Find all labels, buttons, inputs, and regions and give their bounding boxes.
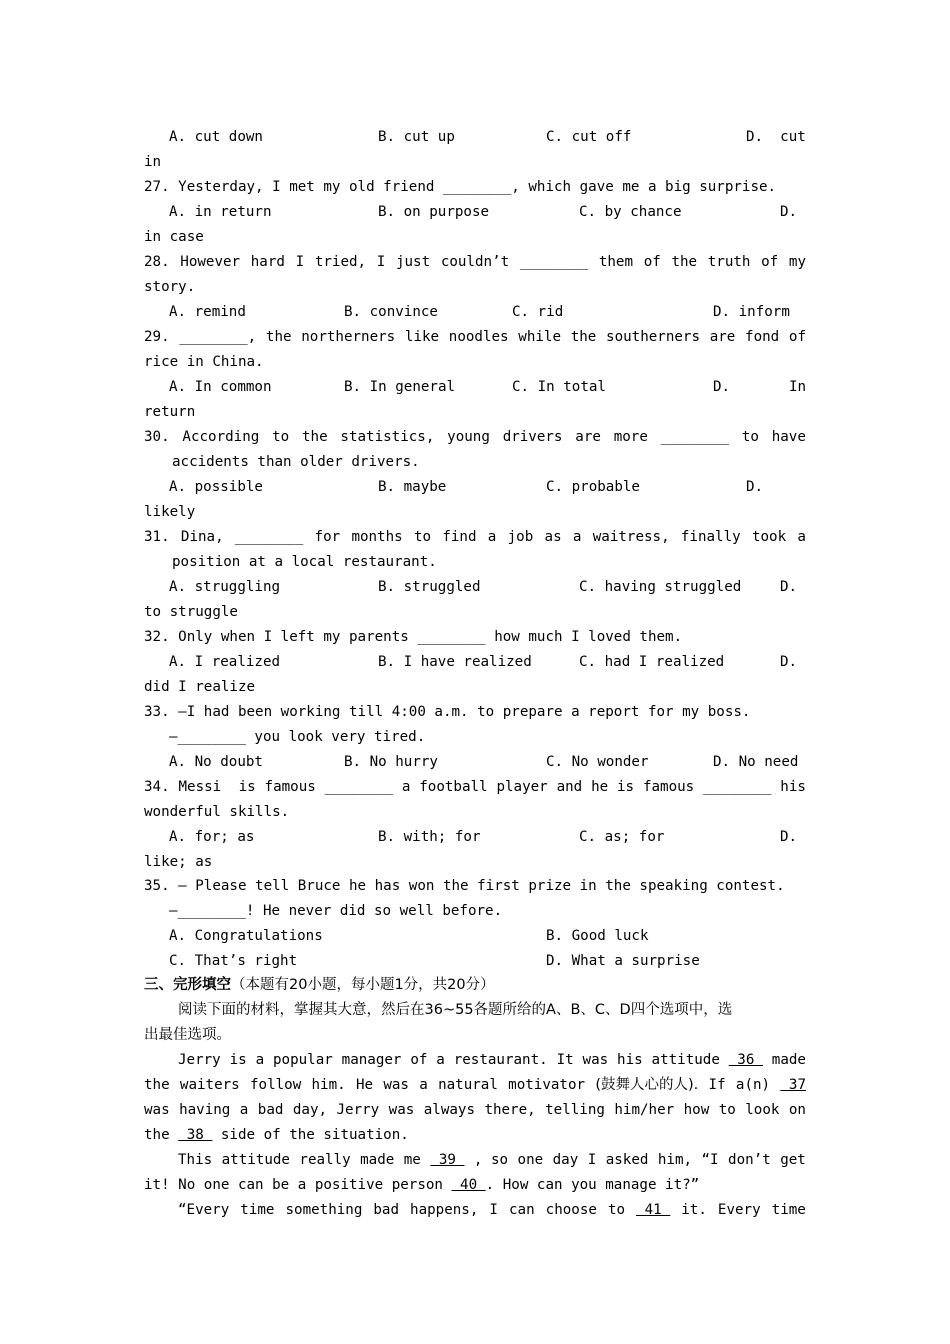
q30-option-d-cont: likely bbox=[144, 504, 196, 520]
word: However bbox=[180, 254, 241, 270]
word: one bbox=[517, 1152, 544, 1168]
q32-option-c: C. had I realized bbox=[579, 654, 725, 670]
q34-option-c: C. as; for bbox=[579, 829, 665, 845]
word: 28. bbox=[144, 254, 170, 270]
word: how bbox=[683, 1102, 710, 1118]
q31-option-c: C. having struggled bbox=[579, 579, 742, 595]
q32-option-b: B. I have realized bbox=[378, 654, 532, 670]
word: He bbox=[355, 1077, 374, 1093]
word: time bbox=[240, 1202, 275, 1218]
q35-option-d: D. What a surprise bbox=[546, 953, 700, 969]
q35-option-b: B. Good luck bbox=[546, 928, 649, 944]
word: restaurant. bbox=[453, 1052, 548, 1068]
text-run: the bbox=[144, 1127, 179, 1143]
blank-36: 36 bbox=[728, 1052, 763, 1068]
q29-option-d: D. bbox=[713, 379, 731, 395]
q35-option-c: C. That’s right bbox=[169, 953, 298, 969]
section-3-instructions-cont: 出最佳选项。 bbox=[144, 1027, 231, 1043]
word: hard bbox=[250, 254, 285, 270]
text-run: . How can you manage it?” bbox=[485, 1177, 700, 1193]
word: of bbox=[761, 254, 779, 270]
q28-stem bbox=[144, 252, 806, 272]
word: southerners bbox=[606, 329, 700, 345]
q35-option-a: A. Congratulations bbox=[169, 928, 323, 944]
word: for bbox=[314, 529, 341, 545]
word: day bbox=[552, 1152, 579, 1168]
word: a bbox=[436, 1052, 445, 1068]
q26-option-a: A. cut down bbox=[169, 129, 263, 145]
word: while bbox=[518, 329, 561, 345]
q29-option-b: B. In general bbox=[344, 379, 456, 395]
word: it. bbox=[681, 1202, 707, 1218]
word: really bbox=[299, 1152, 351, 1168]
text-run: side of the situation. bbox=[212, 1127, 409, 1143]
word: of bbox=[643, 254, 661, 270]
q31-option-d-cont: to struggle bbox=[144, 604, 238, 620]
word: happens, bbox=[410, 1202, 479, 1218]
word: football bbox=[419, 779, 488, 795]
word: Dina, bbox=[180, 529, 224, 545]
word: “Every bbox=[178, 1202, 230, 1218]
q29-option-d-cont: return bbox=[144, 404, 196, 420]
q35-reply: —________! He never did so well before. bbox=[169, 903, 503, 919]
q31-option-d: D. bbox=[780, 579, 798, 595]
word: him/her bbox=[614, 1102, 675, 1118]
word: my bbox=[788, 254, 806, 270]
word: a bbox=[401, 779, 411, 795]
word: day, bbox=[292, 1102, 328, 1118]
word: to bbox=[741, 429, 759, 445]
q30-option-a: A. possible bbox=[169, 479, 263, 495]
passage-line-7 bbox=[178, 1200, 806, 1220]
q26-option-d-cont: in bbox=[144, 154, 162, 170]
word: Jerry bbox=[336, 1102, 380, 1118]
q30-stem-cont: accidents than older drivers. bbox=[172, 454, 420, 470]
word: It bbox=[556, 1052, 574, 1068]
word: I bbox=[376, 254, 386, 270]
word: his bbox=[617, 1052, 643, 1068]
q26-option-c: C. cut off bbox=[546, 129, 632, 145]
word: something bbox=[285, 1202, 363, 1218]
word: and bbox=[556, 779, 583, 795]
word: ________ bbox=[660, 429, 730, 445]
word: more bbox=[613, 429, 648, 445]
word: the bbox=[144, 1077, 170, 1093]
word: player bbox=[496, 779, 548, 795]
word: there, bbox=[484, 1102, 536, 1118]
word: are bbox=[575, 429, 601, 445]
passage-line-1 bbox=[178, 1050, 806, 1070]
word: “I bbox=[701, 1152, 719, 1168]
word: have bbox=[771, 429, 806, 445]
q29-option-d-word: In bbox=[789, 379, 807, 395]
word: months bbox=[351, 529, 403, 545]
word: the bbox=[671, 254, 698, 270]
word: look bbox=[745, 1102, 780, 1118]
word: 30. bbox=[144, 429, 170, 445]
q33-option-c: C. No wonder bbox=[546, 754, 649, 770]
section-3-header bbox=[144, 975, 806, 995]
q31-option-b: B. struggled bbox=[378, 579, 481, 595]
word: statistics, bbox=[340, 429, 435, 445]
blank-41: 41 bbox=[636, 1202, 671, 1218]
passage-line-2 bbox=[144, 1075, 806, 1095]
word: a bbox=[797, 529, 806, 545]
word: manager bbox=[341, 1052, 402, 1068]
word: follow bbox=[249, 1077, 302, 1093]
q27-option-a: A. in return bbox=[169, 204, 272, 220]
word: get bbox=[780, 1152, 806, 1168]
word: don’t bbox=[728, 1152, 771, 1168]
q29-option-c: C. In total bbox=[512, 379, 606, 395]
word: finally bbox=[680, 529, 741, 545]
section-3-instructions: 阅读下面的材料，掌握其大意，然后在36~55各题所给的A、B、C、D四个选项中，选 bbox=[178, 1002, 733, 1018]
word: of bbox=[410, 1052, 428, 1068]
word: is bbox=[230, 779, 256, 795]
word: choose bbox=[545, 1202, 597, 1218]
word: can bbox=[509, 1202, 535, 1218]
word: me bbox=[403, 1152, 421, 1168]
q30-option-b: B. maybe bbox=[378, 479, 447, 495]
q26-option-d: D. cut bbox=[746, 129, 806, 145]
q26-option-b: B. cut up bbox=[378, 129, 455, 145]
q29-stem bbox=[144, 327, 806, 347]
q34-stem bbox=[144, 777, 806, 797]
word: drivers bbox=[502, 429, 563, 445]
q31-stem-cont: position at a local restaurant. bbox=[172, 554, 437, 570]
word: are bbox=[709, 329, 736, 345]
passage-line-6 bbox=[144, 1175, 806, 1195]
word: just bbox=[395, 254, 431, 270]
word: ________, bbox=[179, 329, 257, 345]
passage-line-4 bbox=[144, 1125, 806, 1145]
word: time bbox=[771, 1202, 806, 1218]
word: made bbox=[360, 1152, 395, 1168]
q30-option-d: D. bbox=[746, 479, 764, 495]
word: 29. bbox=[144, 329, 170, 345]
word: job bbox=[507, 529, 534, 545]
word: Every bbox=[717, 1202, 761, 1218]
word: ________ bbox=[703, 779, 772, 795]
blank-39: 39 bbox=[430, 1152, 465, 1168]
word: 34. bbox=[144, 779, 170, 795]
word: If bbox=[708, 1077, 726, 1093]
q32-option-d: D. bbox=[780, 654, 798, 670]
q28-option-a: A. remind bbox=[169, 304, 246, 320]
q32-option-d-cont: did I realize bbox=[144, 679, 256, 695]
word: was bbox=[582, 1052, 609, 1068]
word: ________ bbox=[324, 779, 393, 795]
q27-option-b: B. on purpose bbox=[378, 204, 490, 220]
blank-37: 37 bbox=[780, 1077, 806, 1093]
word: made bbox=[771, 1052, 806, 1068]
word: as bbox=[544, 529, 562, 545]
word: noodles bbox=[448, 329, 509, 345]
word: couldn’t bbox=[440, 254, 510, 270]
q33-option-d: D. No need bbox=[713, 754, 799, 770]
word: to bbox=[607, 1202, 626, 1218]
word: asked bbox=[605, 1152, 649, 1168]
word: the bbox=[301, 429, 328, 445]
q33-reply: —________ you look very tired. bbox=[169, 729, 426, 745]
word: young bbox=[447, 429, 490, 445]
q29-stem-cont: rice in China. bbox=[144, 354, 264, 370]
word: like bbox=[404, 329, 440, 345]
word: Jerry bbox=[178, 1052, 221, 1068]
q34-option-d: D. bbox=[780, 829, 798, 845]
word: waitress, bbox=[592, 529, 670, 545]
word: tried, bbox=[314, 254, 367, 270]
word: famous bbox=[264, 779, 316, 795]
q34-option-d-cont: like; as bbox=[144, 854, 213, 870]
word: telling bbox=[545, 1102, 605, 1118]
word: was bbox=[383, 1077, 409, 1093]
q31-option-a: A. struggling bbox=[169, 579, 281, 595]
word: them bbox=[598, 254, 634, 270]
word: of bbox=[788, 329, 806, 345]
q33-option-b: B. No hurry bbox=[344, 754, 438, 770]
word: him. bbox=[311, 1077, 346, 1093]
word: a bbox=[255, 1052, 265, 1068]
word: took bbox=[751, 529, 787, 545]
word: is bbox=[617, 779, 635, 795]
q35-stem: 35. — Please tell Bruce he has won the first prize in the speaking contest. bbox=[144, 878, 785, 894]
word: bad bbox=[257, 1102, 284, 1118]
word: attitude bbox=[221, 1152, 290, 1168]
word: a(n) bbox=[735, 1077, 771, 1093]
q32-stem: 32. Only when I left my parents ________ how much I loved them. bbox=[144, 629, 683, 645]
blank-40: 40 bbox=[451, 1177, 486, 1193]
word: the bbox=[570, 329, 597, 345]
word: Messi bbox=[178, 779, 222, 795]
q27-stem: 27. Yesterday, I met my old friend ________, which gave me a big surprise. bbox=[144, 179, 777, 195]
word: bad bbox=[373, 1202, 400, 1218]
word: I bbox=[587, 1152, 597, 1168]
word: I bbox=[295, 254, 305, 270]
q33-option-a: A. No doubt bbox=[169, 754, 263, 770]
word: a bbox=[572, 529, 582, 545]
q27-option-d-cont: in case bbox=[144, 229, 204, 245]
q32-option-a: A. I realized bbox=[169, 654, 281, 670]
word: natural bbox=[438, 1077, 498, 1093]
word: his bbox=[780, 779, 806, 795]
word: to bbox=[718, 1102, 736, 1118]
word: was bbox=[388, 1102, 415, 1118]
q28-option-c: C. rid bbox=[512, 304, 564, 320]
word: to bbox=[413, 529, 432, 545]
word: a bbox=[239, 1102, 249, 1118]
word: a bbox=[487, 529, 497, 545]
text-run: it! No one can be a positive person bbox=[144, 1177, 452, 1193]
q30-option-c: C. probable bbox=[546, 479, 640, 495]
word: motivator bbox=[508, 1077, 586, 1093]
word: I bbox=[489, 1202, 498, 1218]
word: is bbox=[229, 1052, 247, 1068]
word: truth bbox=[707, 254, 751, 270]
q28-stem-cont: story. bbox=[144, 279, 196, 295]
section-3-note: （本题有20小题，每小题1分，共20分） bbox=[231, 977, 495, 993]
word: waiters bbox=[179, 1077, 240, 1093]
passage-line-3 bbox=[144, 1100, 806, 1120]
q33-stem: 33. —I had been working till 4:00 a.m. to prepare a report for my boss. bbox=[144, 704, 751, 720]
word: fond bbox=[745, 329, 780, 345]
word: northerners bbox=[301, 329, 396, 345]
word: was bbox=[144, 1102, 170, 1118]
word: on bbox=[788, 1102, 806, 1118]
word: always bbox=[423, 1102, 475, 1118]
word: attitude bbox=[651, 1052, 720, 1068]
word: him, bbox=[657, 1152, 693, 1168]
q34-option-b: B. with; for bbox=[378, 829, 481, 845]
q29-option-a: A. In common bbox=[169, 379, 272, 395]
word: he bbox=[591, 779, 609, 795]
section-3-title: 三、完形填空 bbox=[144, 977, 231, 993]
word: 31. bbox=[144, 529, 170, 545]
q27-option-d: D. bbox=[780, 204, 798, 220]
word: ________ bbox=[519, 254, 589, 270]
q28-option-d: D. inform bbox=[713, 304, 790, 320]
word: find bbox=[442, 529, 477, 545]
word: According bbox=[182, 429, 260, 445]
q34-option-a: A. for; as bbox=[169, 829, 255, 845]
word: having bbox=[179, 1102, 231, 1118]
q27-option-c: C. by chance bbox=[579, 204, 682, 220]
q30-stem bbox=[144, 427, 806, 447]
q34-stem-cont: wonderful skills. bbox=[144, 804, 290, 820]
word: to bbox=[272, 429, 290, 445]
word: famous bbox=[642, 779, 695, 795]
word: (鼓舞人心的人). bbox=[595, 1077, 699, 1093]
word: ________ bbox=[234, 529, 304, 545]
q28-option-b: B. convince bbox=[344, 304, 438, 320]
passage-line-5 bbox=[178, 1150, 806, 1170]
word: , so bbox=[473, 1152, 509, 1168]
word: This bbox=[178, 1152, 213, 1168]
word: the bbox=[265, 329, 292, 345]
q31-stem bbox=[144, 527, 806, 547]
blank-38: 38 bbox=[178, 1127, 213, 1143]
word: a bbox=[419, 1077, 428, 1093]
word: popular bbox=[272, 1052, 333, 1068]
